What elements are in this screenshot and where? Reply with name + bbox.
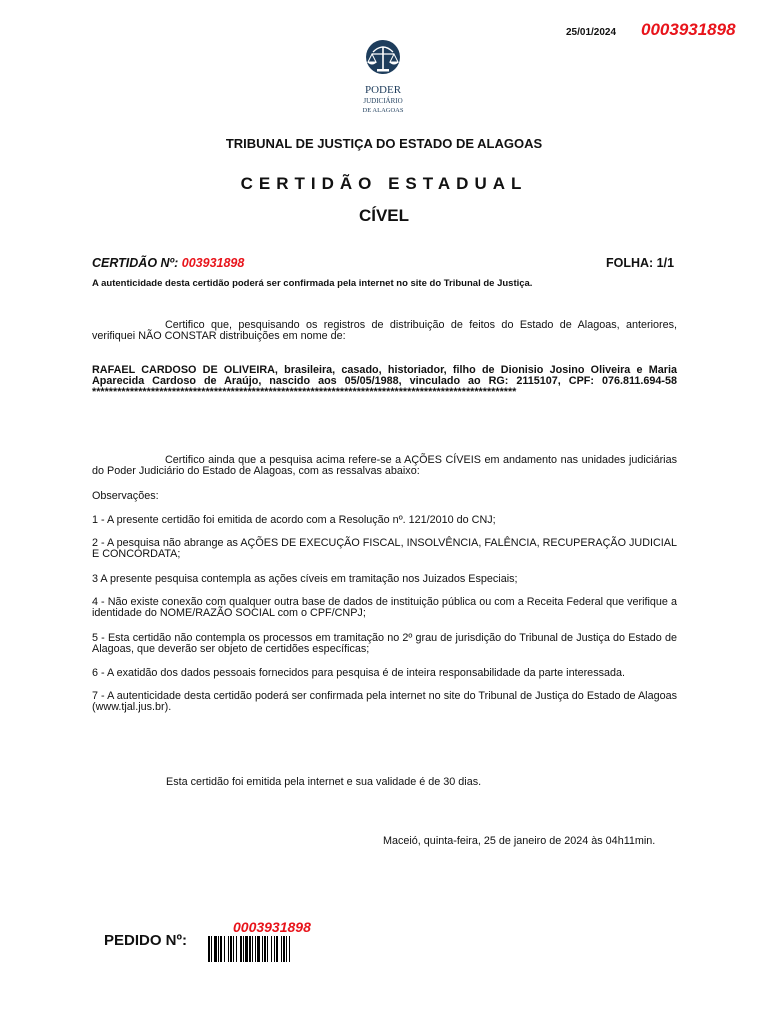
- court-logo: [355, 38, 411, 122]
- logo-text-alagoas: DE ALAGOAS: [362, 107, 404, 114]
- logo-text-judiciario: JUDICIÁRIO: [363, 97, 403, 105]
- order-number: 0003931898: [233, 919, 311, 935]
- issue-date: 25/01/2024: [566, 27, 617, 38]
- barcode-bar: [271, 936, 272, 962]
- observation-7: 7 - A autenticidade desta certidão poderá ser confirmada pela internet no site do Tribunal de Justiça do Estado de Alagoas (www.tjal.jus.br).: [92, 690, 677, 713]
- barcode-bar: [264, 936, 266, 962]
- barcode-bar: [243, 936, 244, 962]
- scales-of-justice-icon: [355, 38, 411, 122]
- barcode-bar: [236, 936, 237, 962]
- barcode-bar: [245, 936, 248, 962]
- barcode-bar: [220, 936, 222, 962]
- barcode-bar: [230, 936, 232, 962]
- barcode-bar: [240, 936, 242, 962]
- barcode-bar: [228, 936, 229, 962]
- observation-5: 5 - Esta certidão não contempla os processos em tramitação no 2º grau de jurisdição do Tribunal de Justiça do Estado de Alagoas, que deverão ser objeto de certidões específicas;: [92, 632, 677, 655]
- place-and-date: Maceió, quinta-feira, 25 de janeiro de 2024 às 04h11min.: [383, 835, 656, 847]
- observation-1: 1 - A presente certidão foi emitida de acordo com a Resolução nº. 121/2010 do CNJ;: [92, 514, 496, 526]
- barcode-bar: [262, 936, 263, 962]
- logo-text-poder: PODER: [364, 84, 402, 96]
- court-name: TRIBUNAL DE JUSTIÇA DO ESTADO DE ALAGOAS: [225, 136, 543, 151]
- observation-6: 6 - A exatidão dos dados pessoais fornecidos para pesquisa é de inteira responsabilidade da parte interessada.: [92, 667, 626, 679]
- barcode-bar: [257, 936, 260, 962]
- barcode-bar: [283, 936, 285, 962]
- validity-note: Esta certidão foi emitida pela internet e sua validade é de 30 dias.: [166, 776, 482, 788]
- barcode-bar: [214, 936, 217, 962]
- document-number: 0003931898: [641, 20, 736, 39]
- observations-title: Observações:: [92, 490, 159, 502]
- barcode: [208, 936, 366, 962]
- barcode-bar: [286, 936, 287, 962]
- barcode-bar: [218, 936, 219, 962]
- certificate-number-line: [92, 256, 244, 270]
- certify-paragraph: Certifico que, pesquisando os registros de distribuição de feitos do Estado de Alagoas, anteriores, verifiquei NÃO CONSTAR distribuições em nome de:: [92, 319, 677, 342]
- observation-3: 3 A presente pesquisa contempla as ações cíveis em tramitação nos Juizados Especiais;: [92, 573, 518, 585]
- barcode-bar: [289, 936, 290, 962]
- barcode-bar: [211, 936, 212, 962]
- scope-paragraph: Certifico ainda que a pesquisa acima refere-se a AÇÕES CÍVEIS em andamento nas unidades judiciárias do Poder Judiciário do Estado de Alagoas, com as ressalvas abaixo:: [92, 454, 677, 477]
- certificate-number-label: CERTIDÃO Nº:: [92, 256, 179, 270]
- barcode-bar: [276, 936, 278, 962]
- barcode-bar: [267, 936, 268, 962]
- certificate-type: CÍVEL: [358, 206, 410, 225]
- barcode-graphic: [208, 936, 366, 962]
- observation-4: 4 - Não existe conexão com qualquer outra base de dados de instituição pública ou com a Receita Federal que verifique a identidade do NOME/RAZÃO SOCIAL com o CPF/CNPJ;: [92, 596, 677, 619]
- page-count: FOLHA: 1/1: [606, 256, 675, 270]
- barcode-bar: [281, 936, 282, 962]
- barcode-bar: [274, 936, 275, 962]
- order-label: PEDIDO Nº:: [104, 932, 187, 949]
- barcode-bar: [208, 936, 210, 962]
- barcode-bar: [233, 936, 234, 962]
- authenticity-note: A autenticidade desta certidão poderá ser confirmada pela internet no site do Tribunal de Justiça.: [92, 278, 533, 289]
- person-details: RAFAEL CARDOSO DE OLIVEIRA, brasileira, casado, historiador, filho de Dionisio Josino Oliveira e Maria Aparecida Cardoso de Araújo, nascido aos 05/05/1988, vinculado ao RG: 2115107, CPF: 076.811.694-58 *****************************************************************************************************: [92, 364, 677, 398]
- certificate-number: 003931898: [181, 256, 245, 270]
- observation-2: 2 - A pesquisa não abrange as AÇÕES DE EXECUÇÃO FISCAL, INSOLVÊNCIA, FALÊNCIA, RECUPERAÇÃO JUDICIAL E CONCORDATA;: [92, 537, 677, 560]
- barcode-bar: [252, 936, 253, 962]
- barcode-bar: [255, 936, 256, 962]
- barcode-bar: [249, 936, 251, 962]
- certificate-title: CERTIDÃO ESTADUAL: [240, 174, 528, 193]
- barcode-bar: [224, 936, 225, 962]
